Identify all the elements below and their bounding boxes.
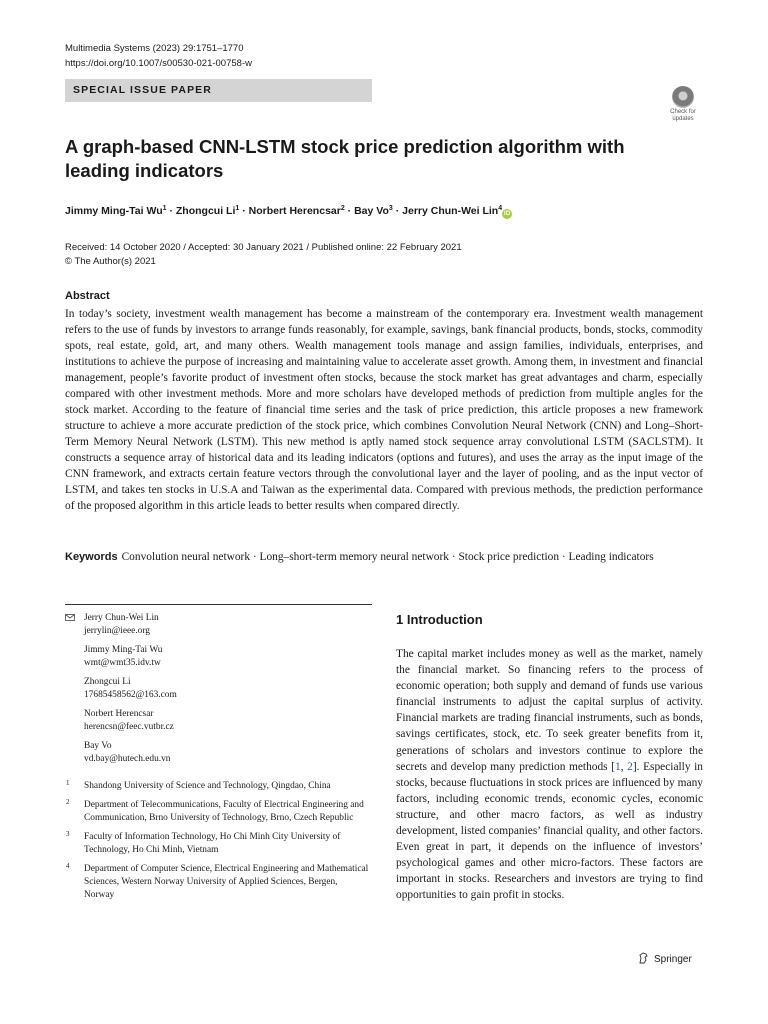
abstract-text: In today’s society, investment wealth management has become a mainstream of the contemporary era. Investment wealth management refers to the use of funds by investors to arrange funds reasonably, for example, savings, bank financial products, bonds, stocks, commodity spots, real estate, gold, art, and many others. Wealth management tools manage and assign families, individuals, enterprises, and institutions to achieve the purpose of increasing and maintaining value to accelerate asset growth. Among them, in investment and financial management, people’s favorite product of investment often stocks, because the stock market has great advantages and charm, especially compared with other investment methods. More and more scholars have developed methods of prediction from multiple angles for the stock market. According to the feature of financial time series and the task of price prediction, this article proposes a new framework structure to achieve a more accurate prediction of the stock price, which combines Convolution Neural Network (CNN) and Long–Short-Term Memory Neural Network (LSTM). This new method is aptly named stock sequence array convolutional LSTM (SACLSTM). It constructs a sequence array of historical data and its leading indicators (options and futures), and uses the array as the input image of the CNN framework, and extracts certain feature vectors through the convolutional layer and the layer of pooling, and as the input vector of LSTM, and takes ten stocks in U.S.A and Taiwan as the experimental data. Compared with previous methods, the prediction performance of the proposed algorithm in this article leads to better results when compared directly. <box>65 308 703 512</box>
contact-name: Bay Vo <box>84 741 112 751</box>
contact-email[interactable]: vd.bay@hutech.edu.vn <box>84 754 171 764</box>
introduction-text <box>396 646 703 904</box>
affiliation-entry <box>65 780 370 793</box>
paper-title: A graph-based CNN-LSTM stock price prediction algorithm with leading indicators <box>65 136 625 181</box>
crossmark-label-1: Check for <box>670 109 696 115</box>
author-separator: · <box>239 205 249 217</box>
intro-text-part-1: The capital market includes money as well as the market, namely the financial market. So financing refers to the process of economic operation; both supply and demand of funds use various financial instruments to adjust the capital surplus of activity. Financial markets are trading financial instruments, such as bonds, savings certificates, stock, etc. To seek greater benefits from it, generations of scholars and investors continue to explore the secrets and develop many prediction methods [ <box>396 648 703 773</box>
affiliation-entry <box>65 831 370 857</box>
author-name: Jerry Chun-Wei Lin <box>402 205 499 217</box>
date-history: Received: 14 October 2020 / Accepted: 30 January 2021 / Published online: 22 February 2021 <box>65 242 462 253</box>
copyright: © The Author(s) 2021 <box>65 256 156 267</box>
footnote-divider <box>65 604 372 605</box>
contact-entry <box>65 740 370 766</box>
crossmark-icon <box>672 86 694 108</box>
affiliation-entry <box>65 799 370 825</box>
doi-link[interactable]: https://doi.org/10.1007/s00530-021-00758-w <box>65 58 252 69</box>
author-name: Jimmy Ming-Tai Wu <box>65 205 163 217</box>
contact-name: Zhongcui Li <box>84 677 131 687</box>
author-affiliation-ref: 4 <box>498 205 503 212</box>
author-affiliation-ref: 1 <box>162 205 167 212</box>
author-name: Zhongcui Li <box>175 205 236 217</box>
orcid-icon[interactable]: iD <box>503 210 511 217</box>
affiliation-number: 4 <box>66 862 70 870</box>
author-name: Norbert Herencsar <box>248 205 341 217</box>
keywords-label: Keywords <box>65 551 118 563</box>
citation-link[interactable]: 2 <box>627 760 633 773</box>
author-affiliation-ref: 1 <box>235 205 240 212</box>
envelope-icon <box>65 614 75 621</box>
author-affiliation-ref: 2 <box>340 205 345 212</box>
contact-email[interactable]: herencsn@feec.vutbr.cz <box>84 722 174 732</box>
affiliation-text: Department of Computer Science, Electrical Engineering and Mathematical Sciences, Western Norway University of Applied Sciences, Bergen, Norway <box>84 864 369 900</box>
author-separator: · <box>344 205 355 217</box>
affiliation-number: 2 <box>66 798 70 806</box>
contact-entry <box>65 708 370 734</box>
contact-entry <box>65 644 370 670</box>
contact-email[interactable]: jerrylin@ieee.org <box>84 626 150 636</box>
contact-entry <box>65 612 370 638</box>
affiliation-number: 1 <box>66 779 70 787</box>
author-affiliation-ref: 3 <box>388 205 393 212</box>
citation-separator: , <box>620 760 628 773</box>
check-for-updates-badge[interactable] <box>664 84 702 124</box>
contact-name: Jerry Chun-Wei Lin <box>84 613 159 623</box>
section-heading-introduction: 1 Introduction <box>396 612 483 627</box>
contact-name: Jimmy Ming-Tai Wu <box>84 645 163 655</box>
citation-link[interactable]: 1 <box>614 760 621 773</box>
publisher-footer <box>638 952 692 967</box>
contact-email[interactable]: 17685458562@163.com <box>84 690 177 700</box>
crossmark-label-2: updates <box>672 116 694 122</box>
contact-name: Norbert Herencsar <box>84 709 154 719</box>
contact-email[interactable]: wmt@wmt35.idv.tw <box>84 658 161 668</box>
author-list <box>65 201 705 219</box>
special-issue-banner: SPECIAL ISSUE PAPER <box>65 79 372 102</box>
abstract-heading: Abstract <box>65 290 110 302</box>
affiliation-list <box>65 780 370 908</box>
contact-entry <box>65 676 370 702</box>
intro-text-part-2: ]. Especially in stocks, because fluctuations in stock prices are influenced by many factors, including economic trends, economic cycles, economic structure, and other macro factors, as well as industry development, listed companies’ financial quality, and other factors. Even great in part, it depends on the influence of investors’ psychological games and other micro-factors. These factors are important in stocks. Researchers and investors are trying to find opportunities to gain profit in stocks. <box>396 760 703 902</box>
affiliation-text: Faculty of Information Technology, Ho Chi Minh City University of Technology, Ho Chi Minh, Vietnam <box>84 832 341 855</box>
author-separator: · <box>392 205 403 217</box>
affiliation-text: Department of Telecommunications, Faculty of Electrical Engineering and Communication, Brno University of Technology, Brno, Czech Republic <box>84 800 364 823</box>
affiliation-text: Shandong University of Science and Technology, Qingdao, China <box>84 781 331 791</box>
springer-horse-icon <box>638 952 649 964</box>
journal-citation: Multimedia Systems (2023) 29:1751–1770 <box>65 43 244 54</box>
author-name: Bay Vo <box>354 205 389 217</box>
affiliation-number: 3 <box>66 830 70 838</box>
contact-list <box>65 612 370 772</box>
author-separator: · <box>166 205 176 217</box>
publication-dates <box>65 241 462 269</box>
journal-info <box>65 41 252 71</box>
publisher-name: Springer <box>654 954 692 965</box>
keywords-text: Convolution neural network · Long–short-term memory neural network · Stock price prediction · Leading indicators <box>121 551 654 563</box>
affiliation-entry <box>65 863 370 902</box>
keywords <box>65 549 703 565</box>
